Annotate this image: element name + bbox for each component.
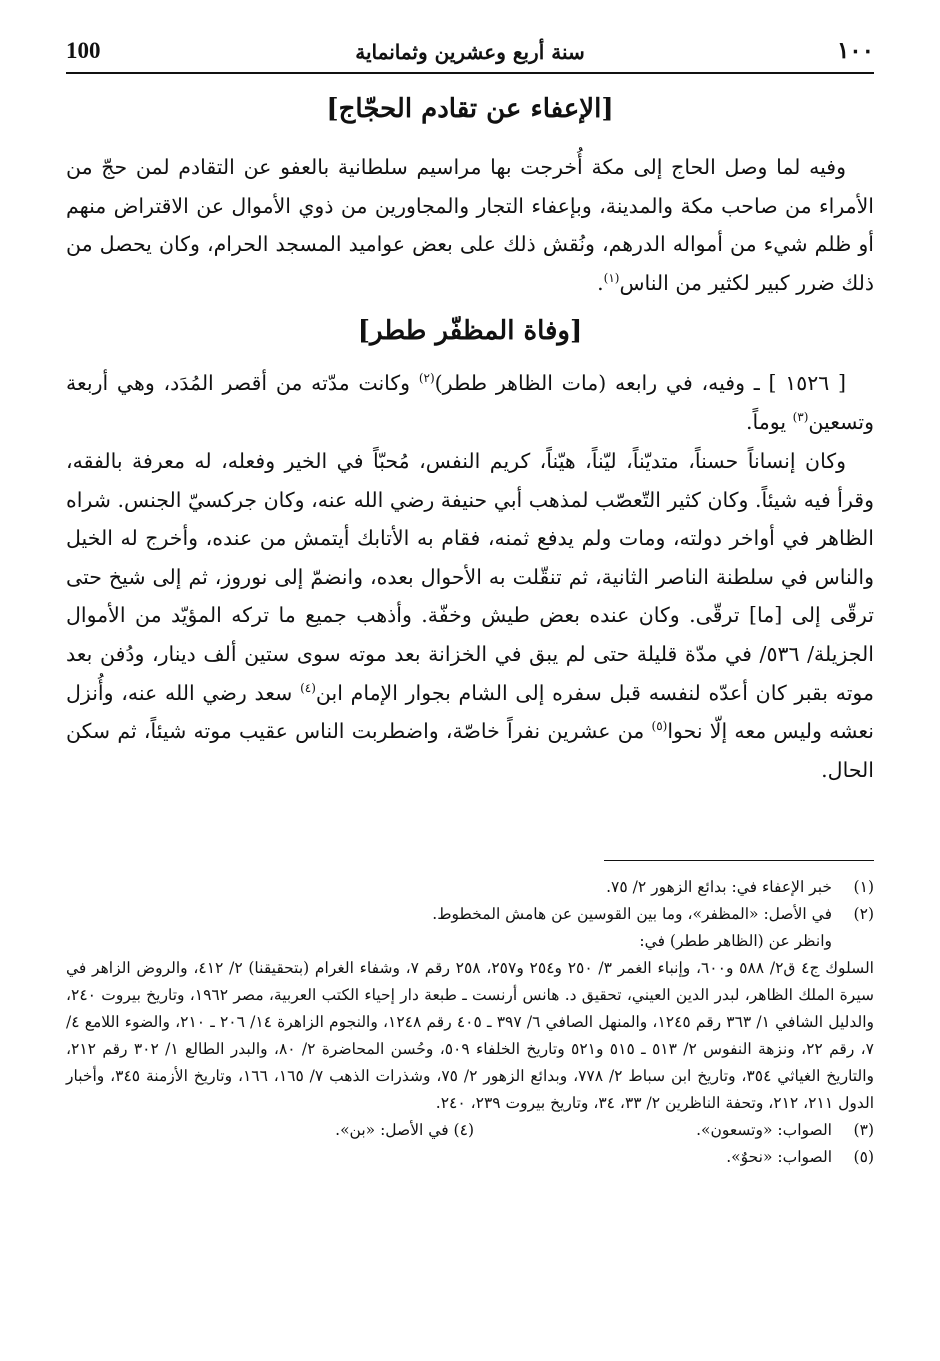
- footnote-3-text: الصواب: «وتسعون».: [696, 1121, 832, 1139]
- footnote-4: [335, 1117, 474, 1144]
- footnote-1: [66, 874, 874, 901]
- footnote-text: خبر الإعفاء في: بدائع الزهور ٢/ ٧٥.: [606, 878, 832, 896]
- paragraph-biography: [66, 442, 874, 789]
- footnote-separator: [604, 860, 874, 861]
- footnote-text: في الأصل: «المظفر»، وما بين القوسين عن هامش المخطوط.: [432, 905, 832, 923]
- entry-text-b: وكانت مدّته من أقصر المُدَد، وهي أربعة وتسعين: [66, 371, 874, 434]
- footnote-text-line2: وانظر عن (الظاهر ططر) في:: [639, 932, 832, 950]
- entry-text-a: [ ١٥٢٦ ] ـ وفيه، في رابعه (مات الظاهر ططر): [434, 371, 847, 395]
- entry-text-c: يوماً.: [746, 409, 793, 434]
- footnote-3-4: [66, 1117, 874, 1144]
- footnote-number: (١): [853, 878, 874, 896]
- footnotes: [66, 874, 874, 1171]
- footnote-2-sources: السلوك ج٤ ق٢/ ٥٨٨ و٦٠٠، وإنباء الغمر ٣/ ٢٥٠ و٢٥٤ و٢٥٧، ٢٥٨ رقم ٧، وشفاء الغرام (بتحقيقنا) ٢/ ٤١٢، والروض الزاهر في سيرة الملك الظاهر، لبدر الدين العيني، تحقيق د. هانس أرنست ـ طبعة دار إحياء الكتب العربية، مصر ١٩٦٢، وتاريخ بيروت ٢٤٠، والدليل الشافي ١/ ٣٦٣ رقم ١٢٤٥، والمنهل الصافي ٦/ ٣٩٧ ـ ٤٠٥ رقم ١٢٤٨، والنجوم الزاهرة ١٤/ ٢٠٦ ـ ٢١٠، والضوء اللامع ٤/ ٧، رقم ٢٢، ونزهة النفوس ٢/ ٥١٣ ـ ٥١٥ و٥٢١ وتاريخ الخلفاء ٥٠٩، وحُسن المحاضرة ٢/ ٨٠، والبدر الطالع ١/ ٣٠٢ رقم ٢١٢، والتاريخ الغياثي ٣٥٤، وتاريخ ابن سباط ٢/ ٧٧٨، وبدائع الزهور ٢/ ٧٥، وشذرات الذهب ٧/ ١٦٥، ١٦٦، وتاريخ الأزمنة ٣٤٥، وأخبار الدول ٢١١، ٢١٢، وتحفة الناظرين ٢/ ٣٣، ٣٤، وتاريخ بيروت ٢٣٩، ٢٤٠.: [66, 959, 874, 1112]
- section-heading-exemption: [الإعفاء عن تقادم الحجّاج]: [326, 94, 614, 124]
- footnote-ref-4: (٤): [300, 680, 316, 695]
- footnote-number: (٤): [453, 1121, 474, 1139]
- paragraph-entry-1526: [66, 364, 874, 441]
- footnote-4-text: في الأصل: «بن».: [335, 1121, 449, 1139]
- paragraph-text: وفيه لما وصل الحاج إلى مكة أُخرجت بها مراسيم سلطانية بالعفو عن التقادم لمن حجّ من الأمراء من صاحب مكة والمدينة، وبإعفاء التجار والمجاورين من ذوي الأموال عن الاقتراض منهم أو ظلم شيء من أمواله الدرهم، ونُقش ذلك على بعض عواميد المسجد الحرام، وكان يحصل من ذلك ضرر كبير لكثير من الناس: [66, 155, 874, 295]
- section-heading-death: [وفاة المظفّر ططر]: [357, 316, 583, 346]
- paragraph-exemption: [66, 148, 874, 302]
- page-number-arabic: ١٠٠: [836, 38, 874, 63]
- footnote-5: [66, 1144, 874, 1171]
- paragraph-end: .: [597, 270, 604, 295]
- biography-text-c: من عشرين نفراً خاصّة، واضطربت الناس عقيب موته شيئاً، ثم سكن الحال.: [66, 719, 874, 782]
- footnote-number: (٥): [853, 1148, 874, 1166]
- footnote-ref-5: (٥): [651, 719, 668, 734]
- footnote-ref-2: (٢): [418, 371, 435, 386]
- biography-text-a: وكان إنساناً حسناً، متديّناً، ليّناً، هيّناً، كريم النفس، مُحبّاً في الخير وفعله، له معرفة بالفقه، وقرأ فيه شيئاً. وكان كثير التّعصّب لمذهب أبي حنيفة رضي الله عنه، وكان جركسيّ الجنس. شراه الظاهر في أواخر دولته، ومات ولم يدفع ثمنه، فقام به الأتابك أيتمش من عنده، وأخرج له الخيل والناس في سلطنة الناصر الثانية، ثم تنقّلت به الأحوال بعده، وانضمّ إلى نوروز، ثم إلى شيخ حتى ترقّى إلى [ما] ترقّى. وكان عنده بعض طيش وخفّة. وأذهب جميع ما تركه المؤيّد من الأموال الجزيلة/ ٥٣٦/ في مدّة قليلة حتى لم يبق في الخزانة بعد موته سوى ستين ألف دينار، ودُفن بعد موته بقبر كان أعدّه لنفسه قبل سفره إلى الشام بجوار الإمام ابن: [66, 449, 874, 705]
- biography-text-b: سعد رضي الله عنه، وأُنزل نعشه وليس معه إلّا نحوا: [66, 680, 874, 744]
- page-number-latin: 100: [66, 38, 101, 63]
- footnote-ref-3: (٣): [792, 409, 809, 424]
- footnote-number: (٣): [853, 1121, 874, 1139]
- page-header: [66, 38, 874, 74]
- running-title: سنة أربع وعشرين وثمانماية: [355, 40, 585, 64]
- footnote-ref-1: (١): [603, 270, 620, 285]
- footnote-number: (٢): [853, 905, 874, 923]
- footnote-2: [66, 901, 874, 955]
- footnote-text: الصواب: «نحوٌ».: [726, 1148, 832, 1166]
